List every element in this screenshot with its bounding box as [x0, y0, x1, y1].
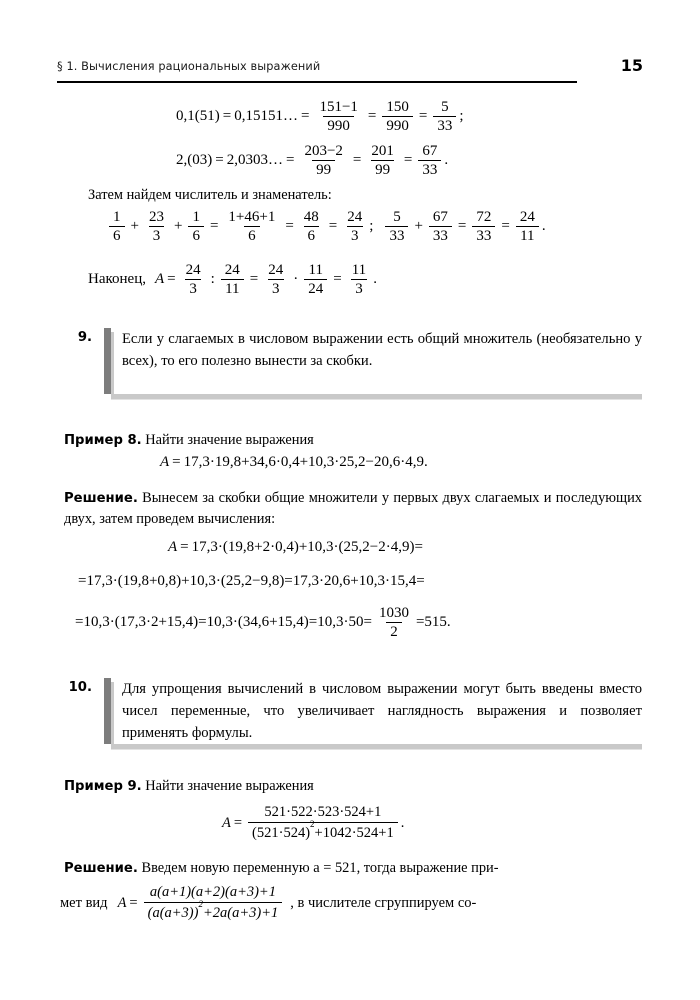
example-9-fraction — [248, 805, 398, 841]
finally-fraction-c: $\frac{24}{3}$ — [268, 262, 284, 298]
example-9-variable: A — [222, 814, 231, 831]
rule-box-9 — [64, 328, 642, 406]
eq2-terminator: . — [444, 152, 449, 169]
eqnd-fraction-h: $\frac{72}{33}$ — [472, 209, 495, 244]
text-then-find-numerator: Затем найдем числитель и знаменатель: — [88, 187, 332, 203]
eq1-fraction-1: $\frac{151-1}{990}$ — [319, 99, 358, 135]
eq1-fraction-2: $\frac{150}{990}$ — [382, 99, 413, 134]
solution-9-label: Решение. — [64, 861, 138, 876]
finally-label: Наконец, — [88, 271, 146, 288]
eqnd-terminator: . — [541, 218, 546, 235]
rule-9-underline — [111, 394, 642, 399]
eq1-terminator: ; — [459, 108, 464, 125]
eqnd-fraction-b: $\frac{23}{3}$ — [148, 209, 164, 245]
equation-finally: Наконец, A = $\frac{24}{3}$ : $\frac{24}{11}$ = $\frac{24}{3}$ · $\frac{11}{24}$ = $\frac{11}{3}$ . — [88, 262, 377, 298]
eq2-fraction-1: $\frac{203-2}{99}$ — [304, 143, 343, 179]
finally-var: A — [154, 271, 165, 288]
finally-fraction-e: $\frac{11}{3}$ — [351, 262, 367, 298]
eqnd-fraction-sum: $\frac{1+46+1}{6}$ — [228, 209, 276, 245]
eq2-fraction-2: $\frac{201}{99}$ — [371, 143, 394, 179]
rule-9-accent-bar-shadow — [111, 332, 114, 398]
eqnd-fraction-d: $\frac{48}{6}$ — [303, 209, 319, 245]
solution-9-text-a: Введем новую переменную — [141, 860, 310, 876]
solution-9-variable: A — [117, 894, 127, 911]
eq2-lhs: 2,(03) — [176, 152, 213, 169]
solution-9-denominator: $(a(a+3))^2+2a(a+3)+1$ — [144, 902, 283, 921]
solution-9-text-b: , тогда выражение при- — [356, 860, 499, 876]
solution-9-line2-pre: мет вид — [60, 894, 108, 911]
eqnd-fraction-f: $\frac{5}{33}$ — [385, 209, 408, 244]
solution-8-label: Решение. — [64, 491, 138, 506]
example-9-prompt: Найти значение выражения — [145, 778, 314, 794]
solution-9-line-2: мет вид A = $\frac{a(a+1)(a+2)(a+3)+1}{(a(a+3))^2+2a(a+3)+1}$ , в числителе сгруппируем со- — [60, 884, 477, 921]
example-8-label: Пример 8. — [64, 433, 142, 448]
eqnd-semicolon: ; — [369, 218, 374, 235]
finally-fraction-b: $\frac{24}{11}$ — [221, 262, 244, 297]
header-rule — [57, 81, 577, 83]
solution-9-fraction — [144, 885, 283, 921]
rule-10-number: 10. — [68, 680, 92, 695]
solution-8-line1-var: A — [168, 539, 178, 556]
solution-9-numerator: a(a+1)(a+2)(a+3)+1 — [149, 884, 276, 900]
example-9-label: Пример 9. — [64, 779, 142, 794]
solution-9-text-c: , в числителе сгруппируем со- — [290, 894, 477, 911]
solution-9-substitution: a = 521 — [313, 860, 357, 876]
eq2-decimal: 2,0303… — [226, 152, 283, 169]
example-8-prompt: Найти значение выражения — [145, 432, 314, 448]
section-title: § 1. Вычисления рациональных выражений — [57, 60, 321, 73]
equation-repeating-decimal-1: 0,1(51) = 0,15151… = $\frac{151-1}{990}$ = $\frac{150}{990}$ = $\frac{5}{33}$ ; — [176, 99, 464, 135]
solution-8-line3-right: =515. — [415, 614, 451, 631]
solution-9-paragraph — [64, 858, 642, 879]
finally-terminator: . — [373, 271, 377, 288]
eqnd-fraction-c: $\frac{1}{6}$ — [188, 209, 204, 244]
rule-10-text: Для упрощения вычислений в числовом выражении могут быть введены вместо чисел переменные, что увеличивает наглядность выражения и позволяет применять формулы. — [122, 681, 642, 741]
example-8-heading — [64, 430, 624, 451]
equation-numerator-denominator: $\frac{1}{6}$ + $\frac{23}{3}$ + $\frac{1}{6}$ = $\frac{1+46+1}{6}$ = $\frac{48}{6}$ = $\frac{24}{3}$ ; $\frac{5}{33}$ + $\frac{67}{33}$ = $\frac{72}{33}$ = $\frac{24}{11}$ . — [106, 209, 546, 244]
solution-8-text: Вынесем за скобки общие множители у первых двух слагаемых и последующих двух, затем проведем вычисления: — [64, 490, 642, 527]
rule-9-accent-bar — [104, 328, 111, 394]
example-8-formula: A = 17,3·19,8+34,6·0,4+10,3·25,2−20,6·4,9. — [160, 454, 428, 471]
eqnd-fraction-a: $\frac{1}{6}$ — [109, 209, 125, 244]
solution-8-paragraph — [64, 488, 642, 530]
rule-10-accent-bar — [104, 678, 111, 744]
rule-10-underline — [111, 744, 642, 749]
example-9-formula: A = $\frac{521\cdot 522\cdot 523\cdot 524+1}{(521\cdot 524)^2+1042\cdot 524+1}$ . — [222, 804, 405, 841]
example-8-variable: A — [160, 454, 170, 471]
finally-fraction-d: $\frac{11}{24}$ — [304, 262, 327, 297]
solution-8-line1-rhs: 17,3·(19,8+2·0,4)+10,3·(25,2−2·4,9)= — [191, 539, 423, 556]
example-9-heading — [64, 776, 624, 797]
rule-10-accent-bar-shadow — [111, 682, 114, 748]
rule-box-10 — [64, 678, 642, 756]
eq1-lhs: 0,1(51) — [176, 108, 220, 125]
eq1-decimal: 0,15151… — [234, 108, 298, 125]
eqnd-fraction-g: $\frac{67}{33}$ — [429, 209, 452, 244]
rule-9-text: Если у слагаемых в числовом выражении есть общий множитель (необязательно у всех), то его полезно вынести за скобки. — [122, 331, 642, 369]
finally-fraction-a: $\frac{24}{3}$ — [185, 262, 201, 298]
solution-8-line3-fraction: $\frac{1030}{2}$ — [378, 605, 409, 641]
solution-8-line-3 — [75, 605, 451, 640]
example-8-rhs: 17,3·19,8+34,6·0,4+10,3·25,2−20,6·4,9. — [183, 454, 428, 471]
solution-8-line-2: =17,3·(19,8+0,8)+10,3·(25,2−9,8)=17,3·20,6+10,3·15,4= — [78, 573, 425, 589]
example-9-terminator: . — [400, 814, 405, 831]
rule-9-number: 9. — [77, 330, 92, 345]
example-9-denominator: $(521\cdot 524)^2+1042\cdot 524+1$ — [248, 822, 398, 841]
eqnd-fraction-e: $\frac{24}{3}$ — [347, 209, 363, 245]
equation-repeating-decimal-2: 2,(03) = 2,0303… = $\frac{203-2}{99}$ = $\frac{201}{99}$ = $\frac{67}{33}$ . — [176, 143, 449, 179]
eq2-fraction-3: $\frac{67}{33}$ — [418, 143, 441, 178]
example-9-numerator: 521·522·523·524+1 — [264, 804, 382, 820]
eqnd-fraction-i: $\frac{24}{11}$ — [516, 209, 539, 244]
running-head — [57, 56, 643, 86]
page-number: 15 — [620, 56, 643, 75]
solution-8-line3-left: =10,3·(17,3·2+15,4)=10,3·(34,6+15,4)=10,3·50= — [75, 614, 372, 631]
solution-8-line-1: A = 17,3·(19,8+2·0,4)+10,3·(25,2−2·4,9)= — [168, 539, 423, 556]
eq1-fraction-3: $\frac{5}{33}$ — [433, 99, 456, 134]
